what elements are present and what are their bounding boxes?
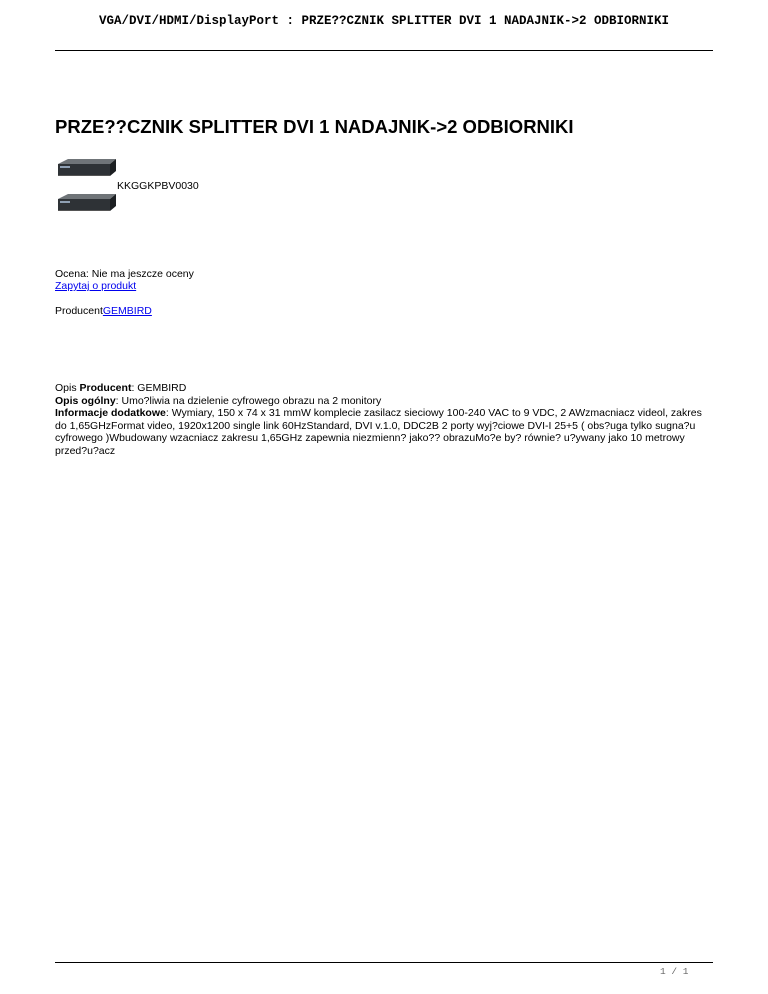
page-number: 1 / 1	[660, 966, 689, 977]
description-general-value: : Umo?liwia na dzielenie cyfrowego obrazu na 2 monitory	[115, 394, 382, 407]
product-rating: Ocena: Nie ma jeszcze oceny	[55, 268, 194, 280]
description-general	[55, 395, 715, 408]
description-general-label: Opis ogólny	[55, 394, 116, 407]
page-header-title: VGA/DVI/HDMI/DisplayPort : PRZE??CZNIK SPLITTER DVI 1 NADAJNIK->2 ODBIORNIKI	[98, 14, 670, 28]
description-producer-label: Producent	[79, 382, 132, 394]
header-divider	[55, 50, 713, 51]
description-producer-value: : GEMBIRD	[131, 382, 187, 394]
description-extra-value: : Wymiary, 150 x 74 x 31 mmW komplecie zasilacz sieciowy 100-240 VAC to 9 VDC, 2 AWzmacniacz videol, zakres do 1,65GHzFormat video, 1920x1200 single link 60HzStandard, DVI v.1.0, DDC2B 2 porty wyj?ciowe DVI-I 25+5 ( obs?uga tylko sugna?u cyfrowego )Wbudowany wzacniacz zakresu 1,65GHz zapewnia niezmienn? jako?? obrazuMo?e by? równie? u?ywany jako 10 metrowy przed?u?acz	[55, 407, 702, 457]
product-image-secondary[interactable]	[54, 193, 117, 213]
producer-label: Producent	[55, 305, 103, 317]
producer-line	[55, 305, 152, 318]
product-title: PRZE??CZNIK SPLITTER DVI 1 NADAJNIK->2 ODBIORNIKI	[55, 116, 574, 137]
footer-divider	[55, 962, 713, 963]
product-image[interactable]	[54, 158, 117, 178]
description-extra-label: Informacje dodatkowe	[55, 407, 166, 419]
ask-about-product-link[interactable]: Zapytaj o produkt	[55, 280, 137, 292]
product-sku: KKGGKPBV0030	[117, 180, 199, 192]
producer-link[interactable]: GEMBIRD	[102, 305, 152, 317]
description-extra	[55, 407, 715, 457]
description-producer	[55, 382, 715, 395]
description-opis-label: Opis	[55, 382, 80, 394]
product-description	[55, 382, 715, 457]
